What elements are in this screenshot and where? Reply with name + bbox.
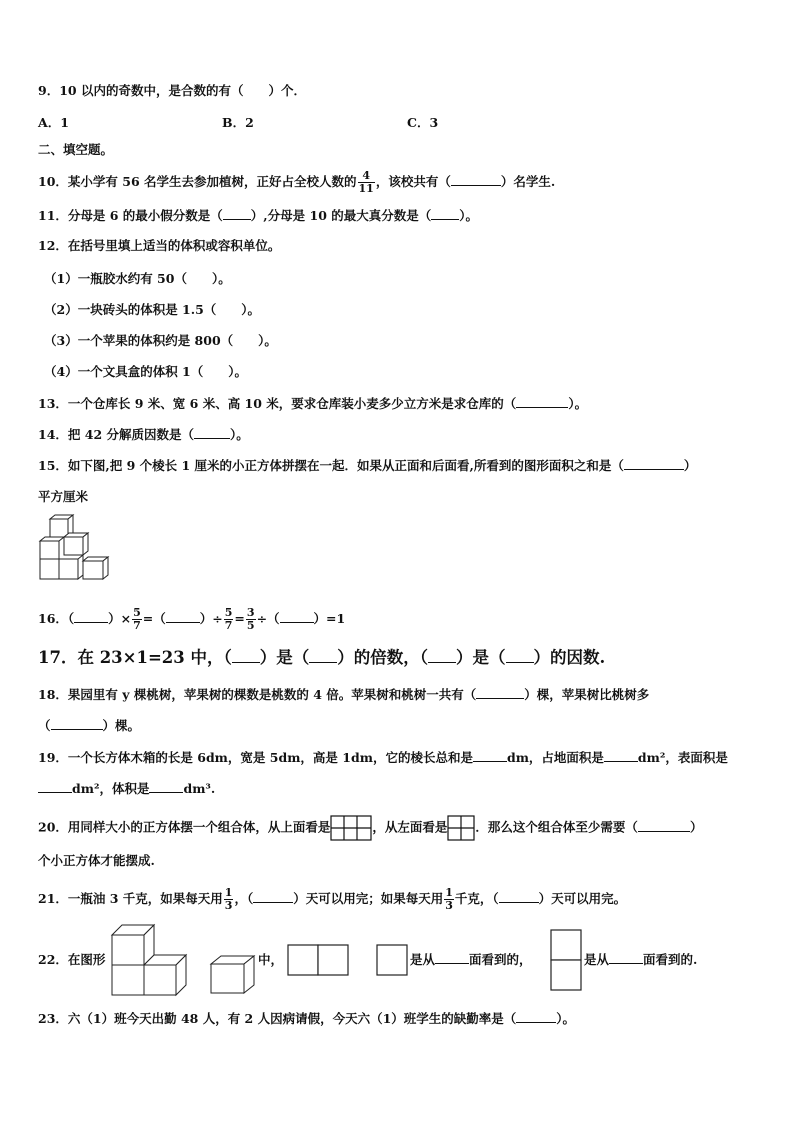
- fraction-4-11: [358, 170, 375, 195]
- answer-blank[interactable]: [309, 647, 337, 663]
- q18-text-2: ）棵，苹果树比桃树多: [524, 687, 650, 702]
- q20-text-5: 个小正方体才能摆成.: [38, 853, 155, 868]
- fraction-numerator: 3: [246, 606, 255, 619]
- answer-blank[interactable]: [280, 610, 314, 623]
- question-22: [38, 951, 105, 969]
- answer-blank[interactable]: [232, 647, 260, 663]
- fraction-5-7: [224, 607, 234, 632]
- question-10: [38, 170, 555, 195]
- q12-sub-2-text: （2）一块砖头的体积是 1.5（ ）。: [44, 302, 261, 317]
- q16-text-5: =: [234, 611, 245, 626]
- q9-option-c: C．3: [407, 115, 439, 130]
- question-13: [38, 395, 587, 413]
- question-9: [38, 82, 306, 100]
- q15-text-1: 15．如下图,把 9 个棱长 1 厘米的小正方体拼摆在一起．如果从正面和后面看,所看到的图形面积之和是（: [38, 458, 624, 473]
- q19-text-1: 19．一个长方体木箱的长是 6dm，宽是 5dm，高是 1dm，它的棱长总和是: [38, 750, 473, 765]
- q19-text-3: dm²，表面积是: [637, 750, 728, 765]
- section-title: 二、填空题。: [38, 142, 114, 157]
- q16-text-7: ）=1: [313, 611, 346, 626]
- q22-text-2: 中，: [258, 952, 284, 967]
- fraction-numerator: 5: [133, 606, 141, 619]
- q22-text-6: 面看到的.: [643, 952, 698, 967]
- q9-option-c-row: [407, 114, 438, 132]
- fraction-denominator: 5: [246, 619, 255, 632]
- q21-text-3: ）天可以用完；如果每天用: [293, 891, 444, 906]
- answer-blank[interactable]: [638, 819, 690, 832]
- answer-blank[interactable]: [604, 749, 638, 762]
- q22-text-4: 面看到的，: [469, 952, 532, 967]
- q19-text-2: dm，占地面积是: [506, 750, 604, 765]
- q23-text-2: ）。: [556, 1011, 576, 1026]
- q11-text-3: ）。: [459, 208, 479, 223]
- q11-text-2: ）,分母是 10 的最大真分数是（: [250, 208, 432, 223]
- answer-blank[interactable]: [624, 457, 684, 470]
- left-view-grid-icon: [447, 815, 475, 841]
- q20-text-1: 20．用同样大小的正方体摆一个组合体，从上面看是: [38, 819, 331, 835]
- question-20: [38, 815, 702, 841]
- question-23: [38, 1010, 575, 1028]
- q9-option-b: B．2: [222, 115, 254, 130]
- q10-text-1: 10．某小学有 56 名学生去参加植树，正好占全校人数的: [38, 174, 357, 189]
- answer-blank[interactable]: [476, 686, 524, 699]
- q18-text-1: 18．果园里有 y 棵桃树，苹果树的棵数是桃数的 4 倍。苹果树和桃树一共有（: [38, 687, 477, 702]
- question-15: [38, 457, 696, 475]
- q16-text-1: 16．（: [38, 611, 75, 626]
- stacked-square-view-figure: [550, 929, 582, 991]
- q12-sub-4-text: （4）一个文具盒的体积 1（ ）。: [44, 364, 247, 379]
- fraction-denominator: 7: [133, 619, 141, 632]
- q16-text-4: ）÷: [199, 611, 223, 626]
- q9-option-b-row: [222, 114, 254, 132]
- answer-blank[interactable]: [609, 951, 643, 964]
- answer-blank[interactable]: [194, 426, 230, 439]
- fraction-denominator: 11: [358, 182, 374, 195]
- answer-blank[interactable]: [431, 207, 459, 220]
- q18-text-3: （: [38, 718, 51, 733]
- answer-blank[interactable]: [435, 951, 469, 964]
- two-square-view-figure: [287, 944, 349, 976]
- q17-text-2: ）是（: [259, 648, 310, 667]
- q22-text-3-row: [410, 951, 532, 969]
- q15-line-2: [38, 488, 88, 506]
- cube-stack-figure: [40, 515, 112, 587]
- q15-text-2: ）: [683, 458, 697, 473]
- answer-blank[interactable]: [451, 173, 501, 186]
- answer-blank[interactable]: [473, 749, 507, 762]
- q19-text-5: dm³.: [183, 781, 216, 796]
- answer-blank[interactable]: [149, 780, 183, 793]
- q18-text-4: ）棵。: [102, 718, 141, 733]
- fraction-5-7: [132, 607, 142, 632]
- section-heading: [38, 141, 113, 159]
- question-17: [38, 647, 605, 667]
- answer-blank[interactable]: [223, 207, 251, 220]
- answer-blank[interactable]: [74, 610, 108, 623]
- q11-text-1: 11．分母是 6 的最小假分数是（: [38, 208, 223, 223]
- question-14: [38, 426, 249, 444]
- answer-blank[interactable]: [51, 717, 103, 730]
- q16-text-2: ）×: [108, 611, 132, 626]
- q16-text-6: ÷（: [256, 611, 280, 626]
- question-12: [38, 237, 280, 255]
- q22-text-2-row: [258, 951, 283, 969]
- fraction-1-3: [224, 887, 234, 912]
- q19-text-4: dm²，体积是: [72, 781, 150, 796]
- q21-text-4: 千克，（: [454, 891, 499, 906]
- q22-text-3: 是从: [410, 952, 436, 967]
- q9-text: 9．10 以内的奇数中，是合数的有（ ）个．: [38, 83, 306, 98]
- fraction-numerator: 1: [224, 886, 233, 899]
- question-11: [38, 207, 478, 225]
- q17-text-5: ）的因数.: [533, 648, 606, 667]
- q21-text-2: ，（: [234, 891, 254, 906]
- q12-sub-1: [44, 270, 231, 288]
- fraction-numerator: 5: [224, 606, 233, 619]
- question-21: [38, 887, 626, 912]
- q20-line-2: [38, 852, 155, 870]
- fraction-numerator: 4: [358, 170, 375, 183]
- q12-sub-3-text: （3）一个苹果的体积约是 800（ ）。: [44, 333, 277, 348]
- q22-text-1: 22．在图形: [38, 952, 106, 967]
- q10-text-2: ，该校共有（: [375, 174, 451, 189]
- q13-text-1: 13．一个仓库长 9 米、宽 6 米、高 10 米，要求仓库装小麦多少立方米是求仓库的（: [38, 396, 517, 411]
- q13-text-2: ）。: [568, 396, 588, 411]
- q18-line-2: [38, 717, 140, 735]
- fraction-1-3: [444, 887, 454, 912]
- fraction-denominator: 3: [445, 899, 453, 912]
- single-square-view-figure: [376, 944, 408, 976]
- q17-text-4: ）是（: [456, 648, 506, 667]
- answer-blank[interactable]: [166, 610, 200, 623]
- answer-blank[interactable]: [516, 1010, 556, 1023]
- q21-text-1: 21．一瓶油 3 千克，如果每天用: [38, 891, 223, 906]
- q17-text-3: ）的倍数，（: [337, 648, 429, 667]
- q19-line-2: [38, 780, 215, 798]
- fraction-denominator: 3: [224, 899, 233, 912]
- q12-sub-3: [44, 332, 277, 350]
- question-16: [38, 607, 345, 632]
- q9-option-a: A．1: [38, 115, 69, 130]
- q20-text-4: ）: [689, 819, 703, 835]
- single-cube-figure: [210, 955, 256, 995]
- q12-sub-1-text: （1）一瓶胶水约有 50（ ）。: [44, 271, 231, 286]
- q12-sub-4: [44, 363, 247, 381]
- fraction-3-5: [246, 607, 256, 632]
- question-19: [38, 749, 728, 767]
- q14-text-2: ）。: [230, 427, 249, 442]
- q12-title: 12．在括号里填上适当的体积或容积单位。: [38, 238, 281, 253]
- q10-text-3: ）名学生.: [500, 174, 556, 189]
- q9-options: [38, 114, 69, 132]
- answer-blank[interactable]: [506, 647, 534, 663]
- q15-unit: 平方厘米: [38, 489, 89, 504]
- cube-assembly-figure: [110, 925, 188, 997]
- fraction-numerator: 1: [445, 886, 453, 899]
- q12-sub-2: [44, 301, 260, 319]
- answer-blank[interactable]: [499, 890, 539, 903]
- q22-text-5: 是从: [584, 952, 610, 967]
- answer-blank[interactable]: [516, 395, 568, 408]
- q20-text-3: ．那么这个组合体至少需要（: [475, 819, 638, 835]
- top-view-grid-icon: [330, 815, 372, 841]
- q23-text-1: 23．六（1）班今天出勤 48 人，有 2 人因病请假，今天六（1）班学生的缺勤率是（: [38, 1011, 517, 1026]
- q14-text-1: 14．把 42 分解质因数是（: [38, 427, 194, 442]
- q20-text-2: ，从左面看是: [372, 819, 448, 835]
- q17-text-1: 17．在 23×1=23 中，（: [38, 648, 232, 667]
- answer-blank[interactable]: [38, 780, 72, 793]
- q21-text-5: ）天可以用完。: [538, 891, 627, 906]
- q22-text-5-row: [584, 951, 697, 969]
- answer-blank[interactable]: [253, 890, 293, 903]
- fraction-denominator: 7: [224, 619, 233, 632]
- q16-text-3: =（: [142, 611, 166, 626]
- answer-blank[interactable]: [428, 647, 456, 663]
- question-18: [38, 686, 649, 704]
